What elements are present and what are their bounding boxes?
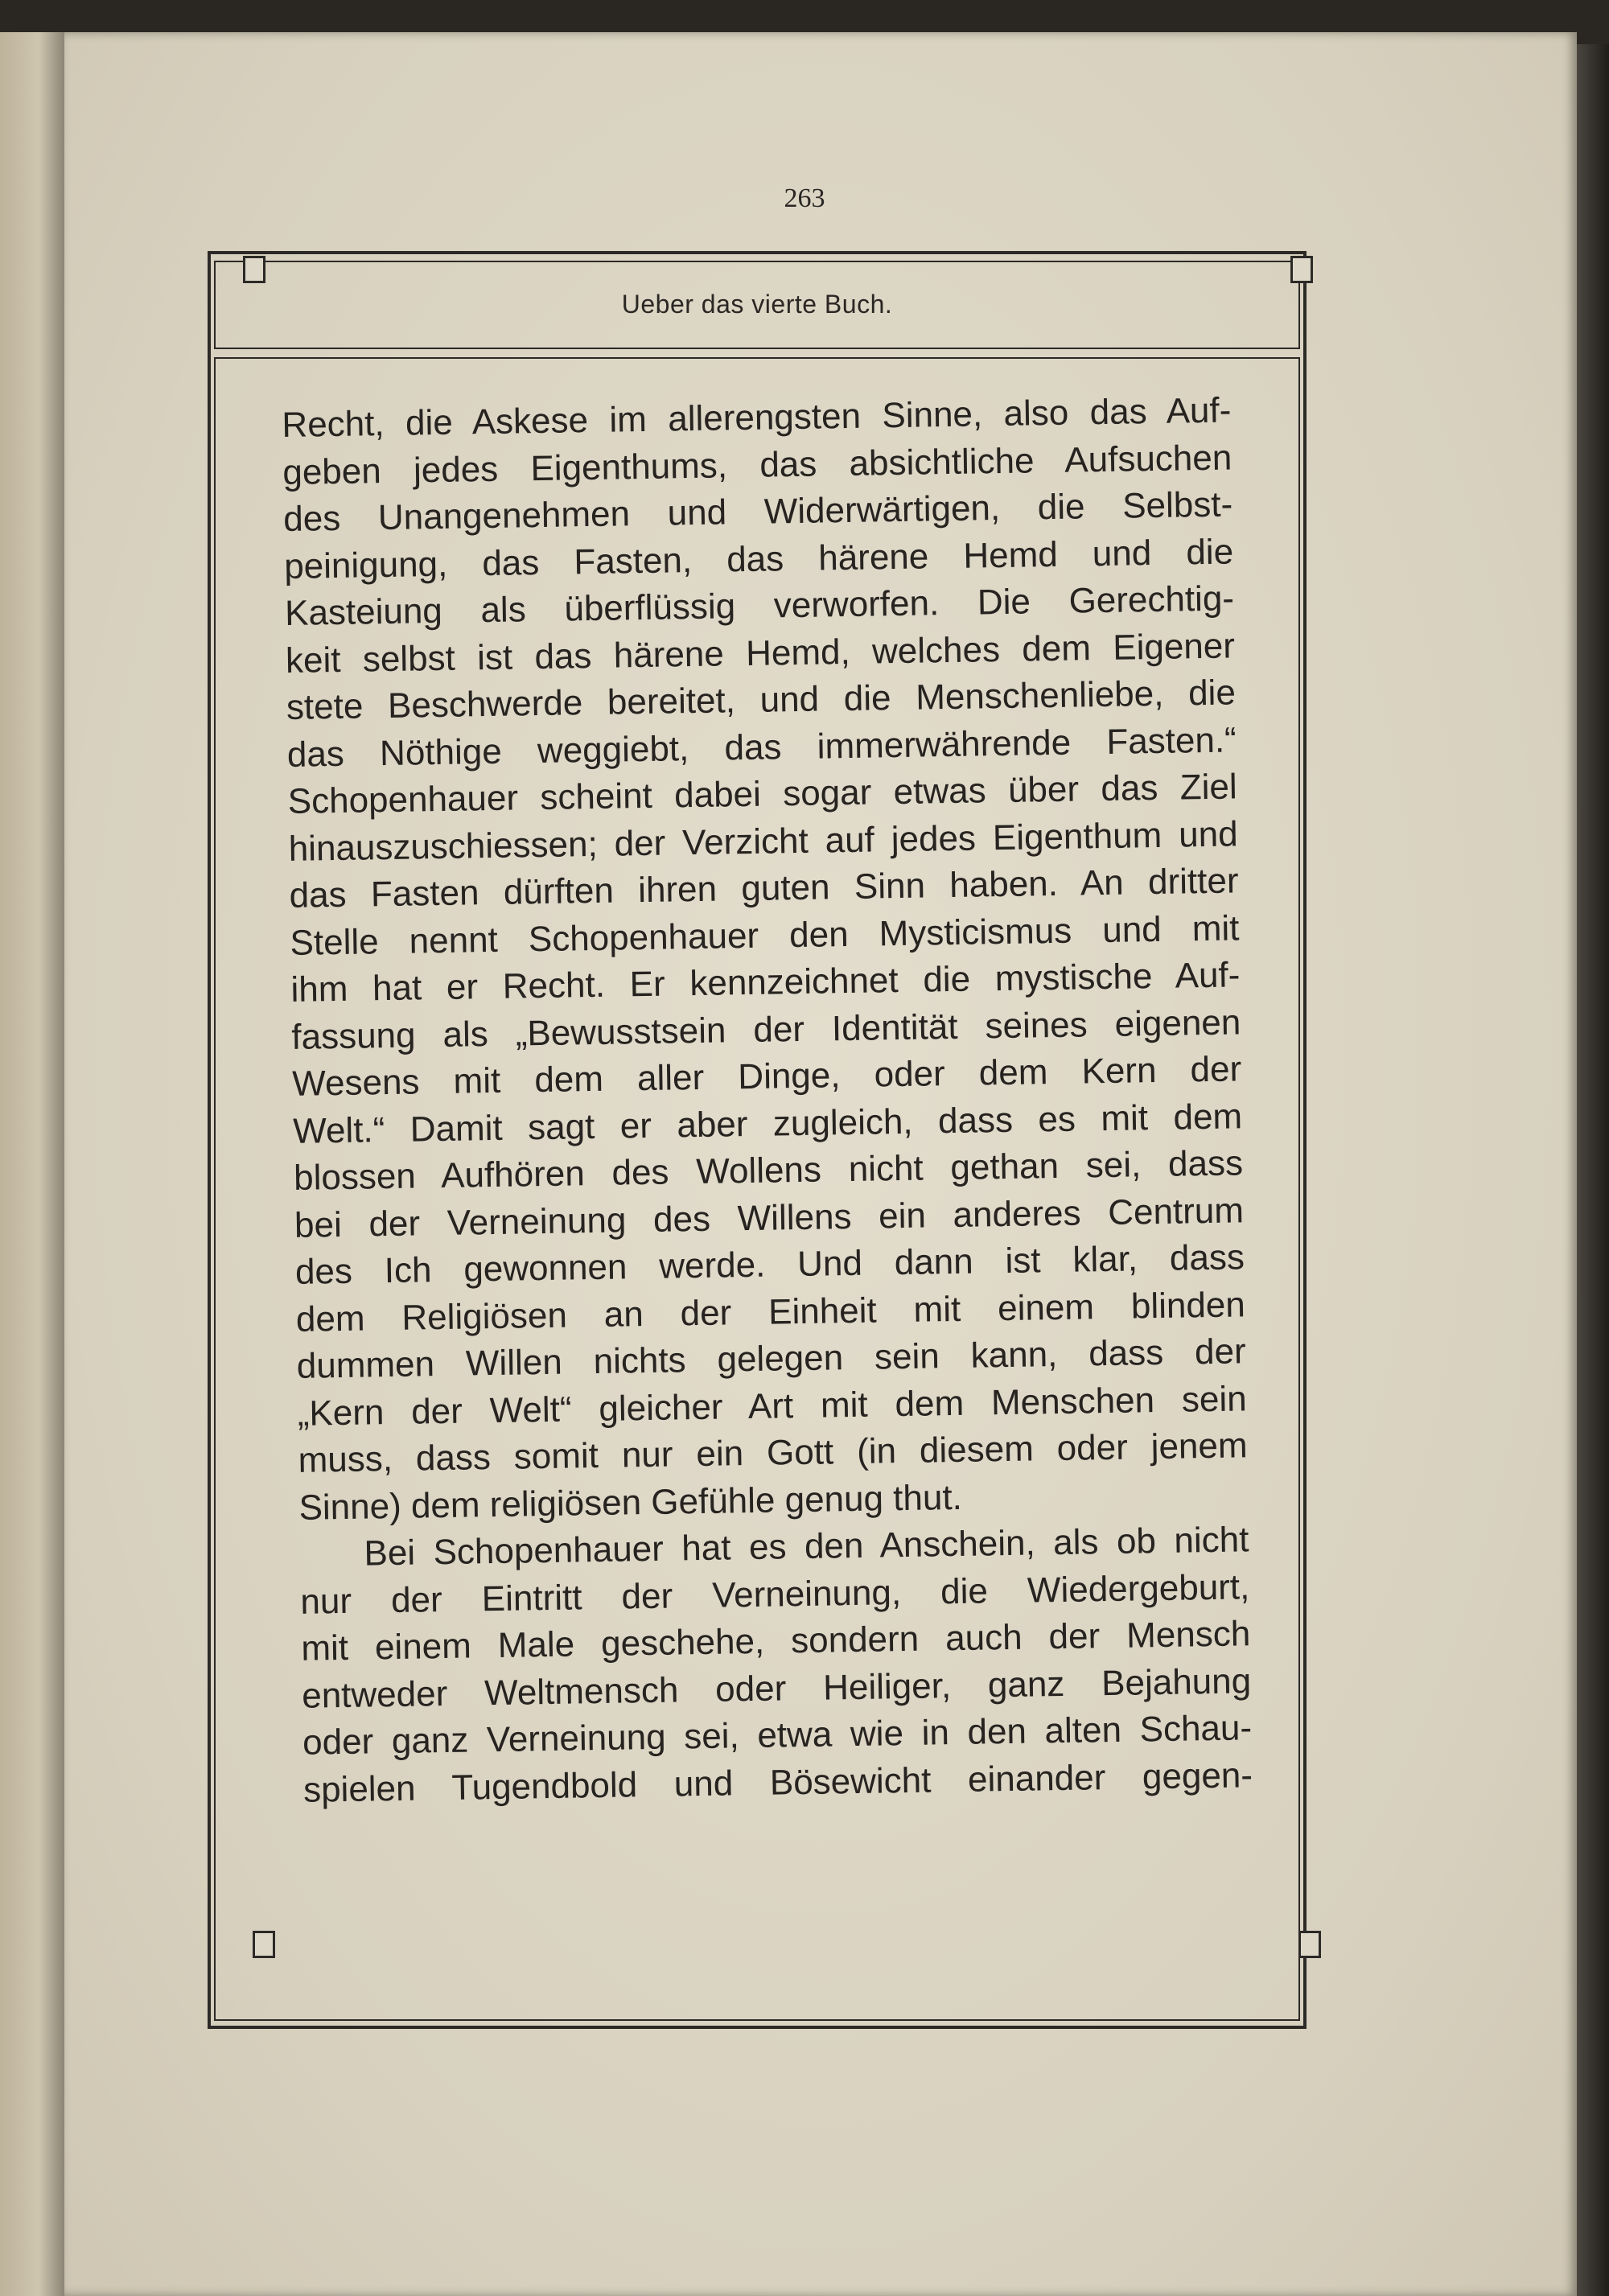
text-line: Bei Schopenhauer hat es den Anschein, als ob nicht bbox=[364, 1520, 1249, 1574]
text-line: mit einem Male geschehe, sondern auch der Mensch bbox=[300, 1614, 1251, 1669]
running-head: Ueber das vierte Buch. bbox=[621, 290, 893, 319]
text-line: Kasteiung als überflüssig verworfen. Die Gerechtig- bbox=[284, 578, 1235, 633]
text-line: Sinne) dem religiösen Gefühle genug thut. bbox=[298, 1477, 963, 1528]
text-line: das Fasten dürften ihren guten Sinn haben. An dritter bbox=[289, 861, 1239, 916]
text-line: spielen Tugendbold und Bösewicht einander gegen- bbox=[302, 1755, 1253, 1810]
text-line: des Unangenehmen und Widerwärtigen, die Selbst- bbox=[282, 484, 1233, 539]
text-line: peinigung, das Fasten, das härene Hemd und die bbox=[283, 531, 1234, 586]
text-line: Recht, die Askese im allerengsten Sinne, also das Auf- bbox=[282, 390, 1232, 445]
text-line: Wesens mit dem aller Dinge, oder dem Kern der bbox=[291, 1049, 1242, 1104]
text-line: dummen Willen nichts gelegen sein kann, dass der bbox=[296, 1331, 1247, 1386]
text-line: muss, dass somit nur ein Gott (in diesem oder jenem bbox=[298, 1426, 1248, 1480]
text-line: das Nöthige weggiebt, das immerwährende Fasten.“ bbox=[286, 719, 1237, 775]
text-line: geben jedes Eigenthums, das absichtliche Aufsuchen bbox=[282, 437, 1232, 492]
frame-corner-bottom-left bbox=[253, 1931, 275, 1958]
text-line: dem Religiösen an der Einheit mit einem blinden bbox=[295, 1284, 1246, 1339]
facing-page-edge bbox=[0, 32, 64, 2296]
page-number: 263 bbox=[784, 183, 825, 213]
text-line: Schopenhauer scheint dabei sogar etwas über das Ziel bbox=[287, 767, 1238, 821]
frame-corner-top-right bbox=[1290, 256, 1313, 283]
text-line: Stelle nennt Schopenhauer den Mysticismus und mit bbox=[290, 907, 1240, 963]
text-line: keit selbst ist das härene Hemd, welches dem Eigener bbox=[285, 625, 1236, 681]
text-line: entweder Weltmensch oder Heiliger, ganz Bejahung bbox=[301, 1660, 1252, 1716]
frame-corner-bottom-right bbox=[1298, 1931, 1321, 1958]
frame-corner-top-left bbox=[243, 256, 265, 283]
text-line: hinauszuschiessen; der Verzicht auf jedes Eigenthum und bbox=[288, 813, 1238, 869]
text-line: fassung als „Bewusstsein der Identität seines eigenen bbox=[291, 1002, 1241, 1057]
text-line: bei der Verneinung des Willens ein anderes Centrum bbox=[294, 1190, 1245, 1245]
text-line: oder ganz Verneinung sei, etwa wie in den alten Schau- bbox=[302, 1708, 1253, 1763]
text-line: nur der Eintritt der Verneinung, die Wiedergeburt, bbox=[300, 1566, 1250, 1622]
text-line: blossen Aufhören des Wollens nicht gethan sei, dass bbox=[293, 1143, 1244, 1198]
text-line: Welt.“ Damit sagt er aber zugleich, dass es mit dem bbox=[292, 1096, 1243, 1151]
body-text bbox=[282, 387, 1253, 1813]
text-line: des Ich gewonnen werde. Und dann ist klar, dass bbox=[294, 1237, 1245, 1292]
page-right-edge bbox=[1577, 44, 1609, 2296]
text-line: „Kern der Welt“ gleicher Art mit dem Menschen sein bbox=[297, 1378, 1247, 1434]
text-line: stete Beschwerde bereitet, und die Menschenliebe, die bbox=[286, 673, 1237, 727]
text-line: ihm hat er Recht. Er kennzeichnet die mystische Auf- bbox=[290, 955, 1241, 1010]
